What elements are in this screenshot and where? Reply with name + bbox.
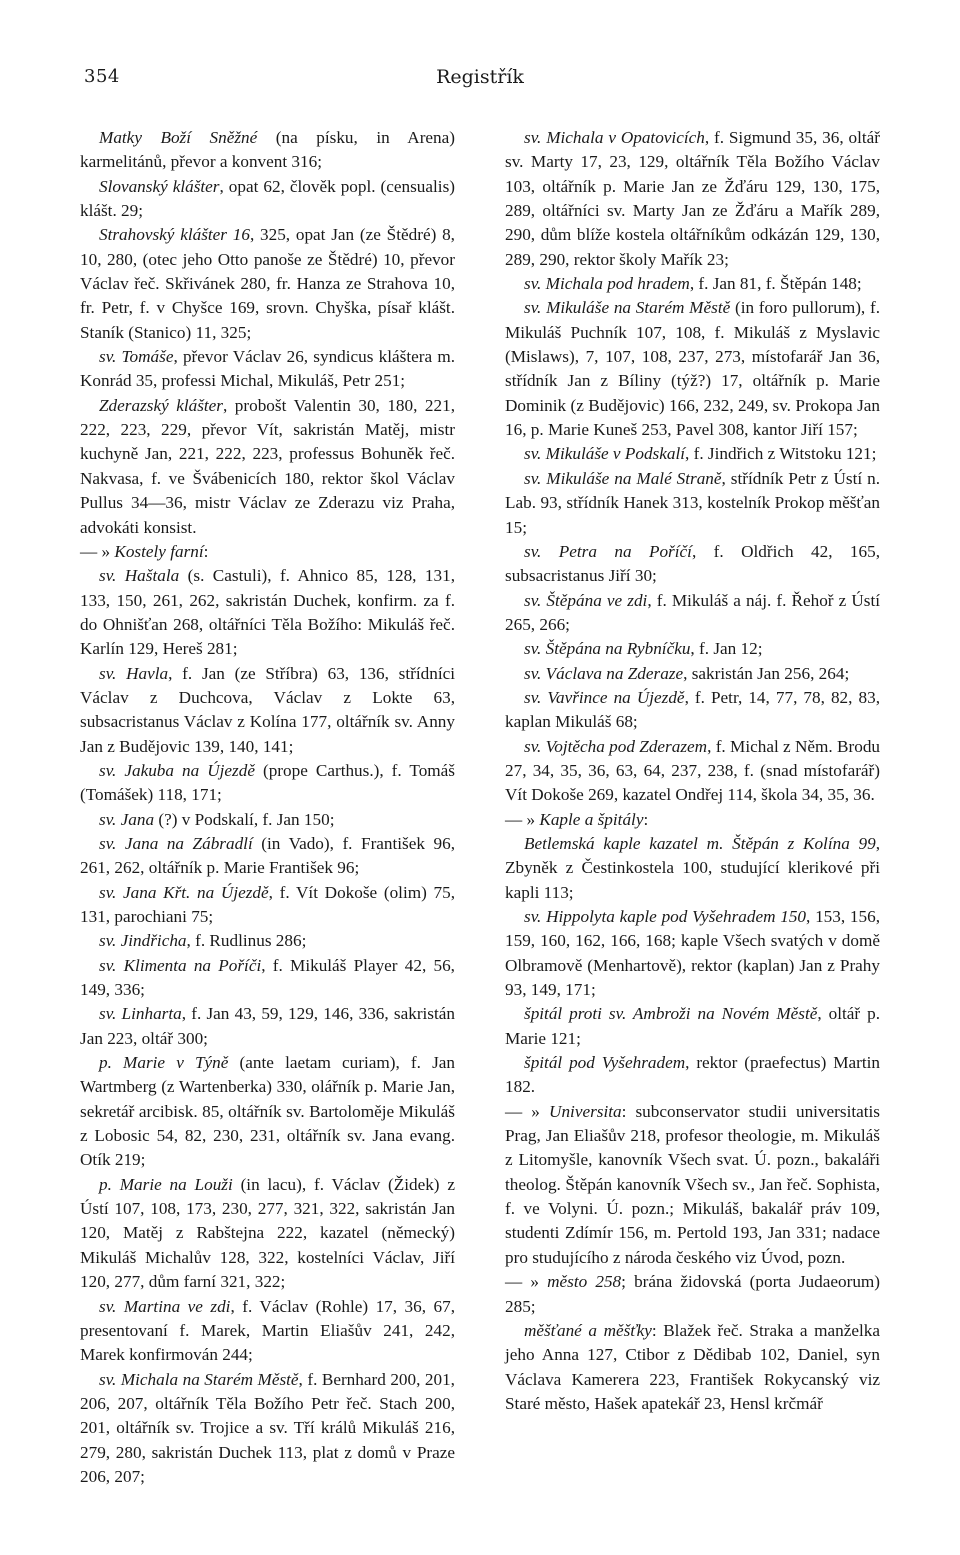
index-entry: Matky Boží Sněžné (na písku, in Arena) karmelitánů, převor a konvent 316;	[80, 128, 455, 172]
index-entry: Betlemská kaple kazatel m. Štěpán z Kolína 99, Zbyněk z Čestinkostela 100, studující klerikové při kapli 113;	[505, 833, 880, 902]
section-heading: — » město 258; brána židovská (porta Judaeorum) 285;	[505, 1272, 881, 1316]
index-entry: sv. Klimenta na Poříči, f. Mikuláš Player 42, 56, 149, 336;	[80, 955, 455, 1000]
page-header	[0, 66, 960, 96]
index-entry: sv. Mikuláše v Podskalí, f. Jindřich z Witstoku 121;	[524, 444, 877, 464]
index-entry: sv. Martina ve zdi, f. Václav (Rohle) 17, 36, 67, presentovaní f. Marek, Martin Eliašův 241, 242, Marek konfirmován 244;	[80, 1296, 455, 1365]
running-head: Registřík	[436, 66, 524, 88]
index-entry: p. Marie na Louži (in lacu), f. Václav (Židek) z Ústí 107, 108, 173, 230, 277, 321, 322, sakristán Jan 120, Matěj z Rabštejna 222, kazatel (německý) Mikuláš Michalův 128, 322, kostelníci Václav, Jiří 120, 277, dům farní 321, 322;	[80, 1174, 455, 1292]
index-entry: sv. Jana Křt. na Újezdě, f. Vít Dokoše (olim) 75, 131, parochiani 75;	[80, 882, 455, 926]
index-entry: sv. Štěpána ve zdi, f. Mikuláš a náj. f. Řehoř z Ústí 265, 266;	[505, 590, 880, 634]
index-entry: sv. Petra na Poříčí, f. Oldřich 42, 165, subsacristanus Jiří 30;	[505, 541, 880, 586]
index-entry: sv. Vavřince na Újezdě, f. Petr, 14, 77, 78, 82, 83, kaplan Mikuláš 68;	[505, 687, 880, 732]
index-entry: Strahovský klášter 16, 325, opat Jan (ze Štědré) 8, 10, 280, (otec jeho Otto panoše ze Štědré) 10, převor Václav řeč. Skřivánek 280, fr. Hanza ze Strahova 10, fr. Petr, f. v Chyšce 169, srovn. Chyška, písař klášt. Staník (Stanico) 11, 325;	[80, 225, 455, 342]
index-entry: sv. Havla, f. Jan (ze Stříbra) 63, 136, střídníci Václav z Duchcova, Václav z Lokte 63, subsacristanus Václav z Kolína 177, oltářník sv. Anny Jan z Budějovic 139, 140, 141;	[80, 663, 456, 756]
index-entry: sv. Hippolyta kaple pod Vyšehradem 150, 153, 156, 159, 160, 162, 166, 168; kaple Všech svatých v domě Olbramově (Menhartově), rektor (kaplan) Jan z Prahy 93, 149, 171;	[505, 907, 880, 1000]
index-entry: sv. Jana na Zábradlí (in Vado), f. František 96, 261, 262, oltářník p. Marie František 96;	[80, 833, 455, 878]
index-entry: sv. Mikuláše na Malé Straně, střídník Petr z Ústí n. Lab. 93, střídník Hanek 313, kostelník Prokop měšťan 15;	[505, 468, 880, 537]
index-entry: sv. Haštala (s. Castuli), f. Ahnico 85, 128, 131, 133, 150, 261, 262, sakristán Duchek, konfirm. za f. do Ohnišťan 268, oltářníci Těla Božího: Mikuláš řeč. Karlín 129, Hereš 281;	[80, 566, 455, 659]
index-entry: sv. Vojtěcha pod Zderazem, f. Michal z Něm. Brodu 27, 34, 35, 36, 63, 64, 237, 238, f. (snad místofarář) Vít Dokoše 269, kazatel Ondřej 114, škola 34, 35, 36.	[505, 736, 881, 805]
section-heading: — » Kaple a špitály:	[505, 809, 649, 829]
index-entry: sv. Linharta, f. Jan 43, 59, 129, 146, 336, sakristán Jan 223, oltář 300;	[80, 1004, 455, 1048]
index-entry: špitál pod Vyšehradem, rektor (praefectus) Martin 182.	[505, 1053, 880, 1097]
section-heading: — » Kostely farní:	[80, 541, 209, 561]
index-entry: sv. Jindřicha, f. Rudlinus 286;	[99, 931, 307, 951]
page-number: 354	[84, 66, 120, 87]
right-column	[505, 126, 880, 1416]
section-heading: — » Universita: subconservator studii universitatis Prag, Jan Eliašův 218, profesor theologie, m. Mikuláš z Litomyšle, kanovník Všech svat. Ú. pozn., bakaláři theolog. Štěpán kanovník Všech sv., Jan řeč. Sophista, f. ve Volyni. Ú. pozn.; Mikuláš, bakalář práv 109, studenti Zdímír 156, m. Pertold 193, Jan 331; nadace pro studujícího z národa českého viz Úvod, pozn.	[505, 1101, 881, 1267]
index-entry: sv. Michala pod hradem, f. Jan 81, f. Štěpán 148;	[524, 274, 862, 294]
index-entry: sv. Michala na Starém Městě, f. Bernhard 200, 201, 206, 207, oltářník Těla Božího Petr řeč. Stach 200, 201, oltářník sv. Trojice a sv. Tří králů Mikuláš 216, 279, 280, sakristán Duchek 113, plat z domů v Praze 206, 207;	[80, 1369, 455, 1486]
index-entry: sv. Štěpána na Rybníčku, f. Jan 12;	[524, 639, 763, 659]
index-entry: sv. Václava na Zderaze, sakristán Jan 256, 264;	[524, 663, 850, 683]
left-column	[80, 126, 455, 1489]
index-entry: sv. Tomáše, převor Václav 26, syndicus kláštera m. Konrád 35, professi Michal, Mikuláš, Petr 251;	[80, 347, 455, 391]
index-entry: Zderazský klášter, probošt Valentin 30, 180, 221, 222, 223, 229, převor Vít, sakristán Matěj, mistr kuchyně Jan, 221, 222, 223, professus Bohuněk řeč. Nakvasa, f. ve Švábenicích 180, rektor škol Václav Pullus 34—36, mistr Václav ze Zderazu viz Praha, advokáti konsist.	[80, 395, 456, 537]
index-entry: sv. Jana (?) v Podskalí, f. Jan 150;	[99, 809, 335, 829]
index-entry: Slovanský klášter, opat 62, člověk popl. (censualis) klášt. 29;	[80, 176, 455, 221]
index-entry: p. Marie v Týně (ante laetam curiam), f. Jan Wartmberg (z Wartenberka) 330, olářník p. Marie Jan, sekretář arcibisk. 85, oltářník sv. Bartoloměje Mikuláš z Lobosic 54, 82, 230, 231, oltářník sv. Jana evang. Otík 219;	[80, 1053, 456, 1170]
index-entry: sv. Mikuláše na Starém Městě (in foro pullorum), f. Mikuláš Puchník 107, 108, f. Mikuláš z Myslavic (Mislaws), 7, 107, 108, 237, 273, místofarář Jan 36, střídník Jan z Bíliny (týž?) 17, oltářník p. Marie Dominik (z Budějovic) 166, 232, 249, sv. Prokopa Jan 16, p. Marie Kuneš 253, Pavel 308, kantor Jiří 157;	[505, 298, 880, 440]
index-entry: měšťané a měšťky: Blažek řeč. Straka a manželka jeho Anna 127, Ctibor z Dědibab 102, Daniel, syn Václava Kamerera 223, František Rokycanský viz Staré město, Hašek apatekář 23, Hensl krčmář	[505, 1320, 881, 1413]
index-entry: sv. Jakuba na Újezdě (prope Carthus.), f. Tomáš (Tomášek) 118, 171;	[80, 760, 455, 805]
index-entry: špitál proti sv. Ambroži na Novém Městě, oltář p. Marie 121;	[505, 1004, 880, 1048]
index-entry: sv. Michala v Opatovicích, f. Sigmund 35, 36, oltář sv. Marty 17, 23, 129, oltářník Těla Božího Václav 103, oltářník p. Marie Jan ze Žďáru 129, 130, 175, 289, oltářníci sv. Marty Jan ze Žďáru a Mařík 289, 290, dům blíže kostela oltářníkům odkázán 129, 130, 289, 290, rektor školy Mařík 23;	[505, 128, 880, 269]
